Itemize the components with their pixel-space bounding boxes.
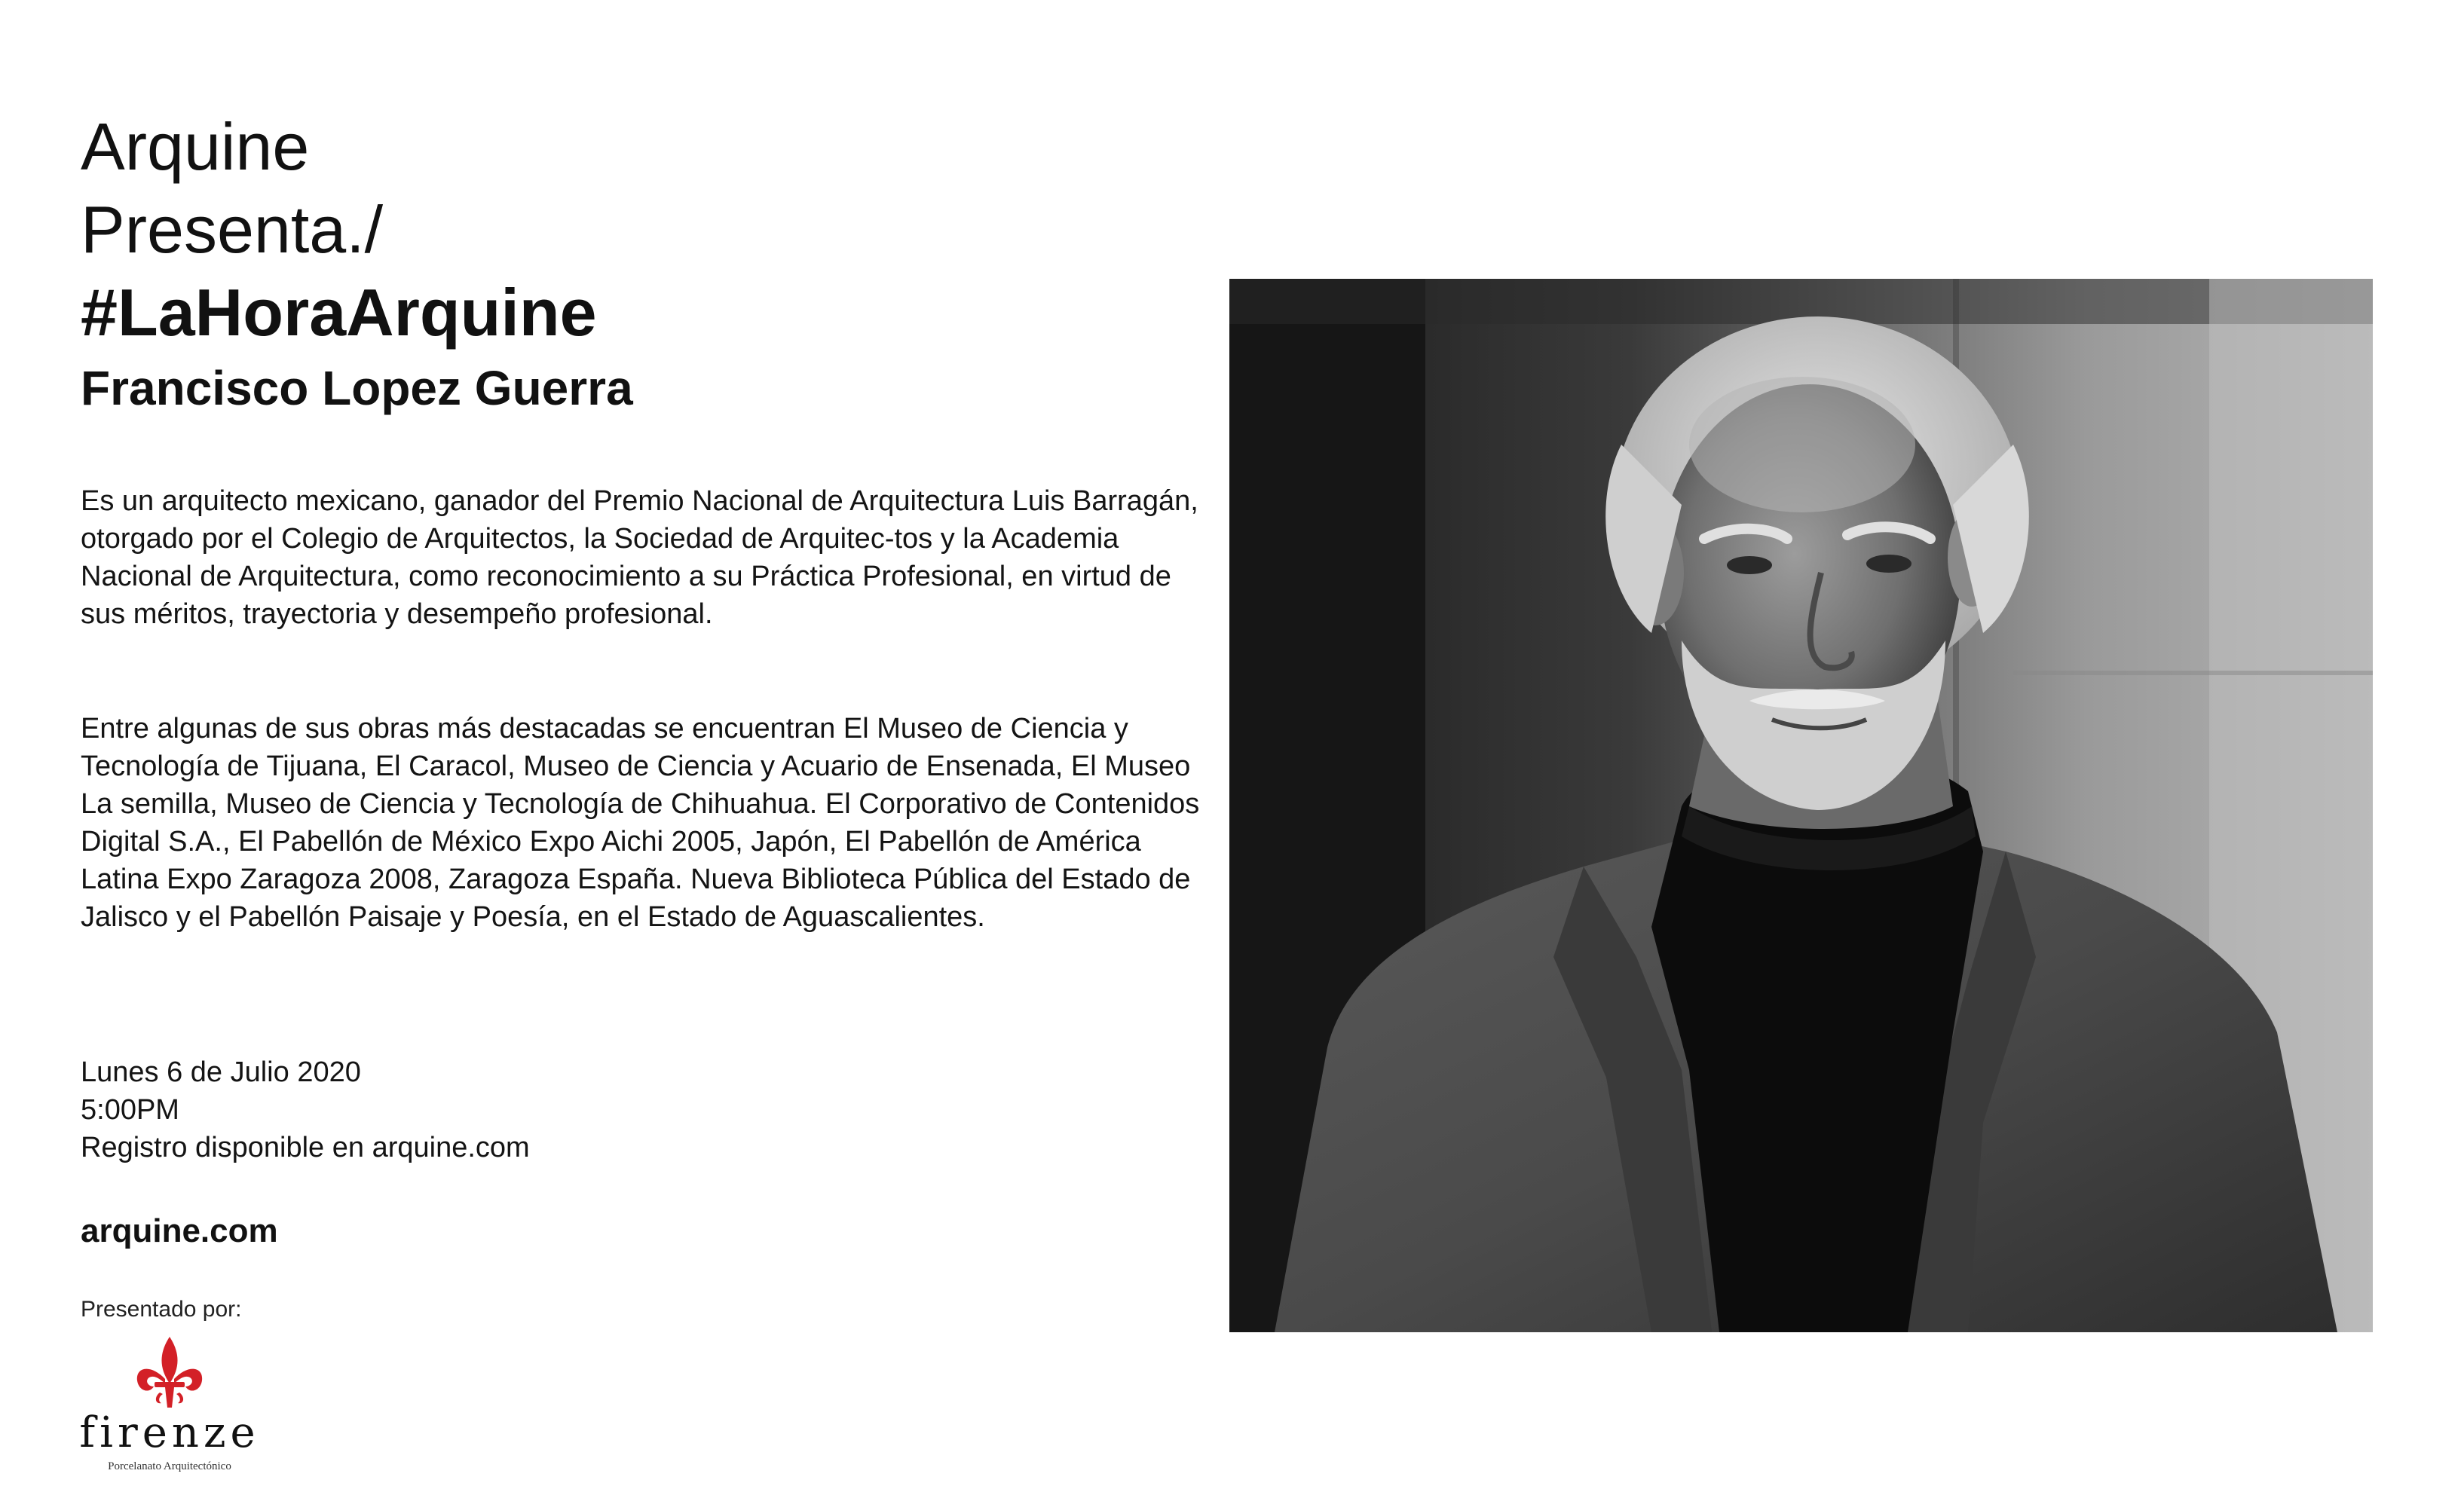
event-registration: Registro disponible en arquine.com — [81, 1132, 530, 1163]
bio-paragraph-2: Entre algunas de sus obras más destacadas se encuentran El Museo de Ciencia y Tecnología de Tijuana, El Caracol, Museo de Ciencia y Acuario de Ensenada, El Museo La semilla, Museo de Ciencia y Tecnología de Chihuahua. El Corporativo de Contenidos Digital S.A., El Pabellón de México Expo Aichi 2005, Japón, El Pabellón de América Latina Expo Zaragoza 2008, Zaragoza España. Nueva Biblioteca Pública del Estado de Jalisco y el Pabellón Paisaje y Poesía, en el Estado de Aguascalientes. — [81, 713, 1200, 933]
title-arquine: Arquine — [81, 109, 310, 184]
event-details — [81, 1053, 530, 1166]
presented-by-label: Presentado por: — [81, 1297, 242, 1322]
logo-wordmark: firenze — [79, 1408, 260, 1457]
portrait-photo — [1229, 279, 2373, 1332]
hashtag-title: #LaHoraArquine — [81, 275, 597, 350]
website-link[interactable]: arquine.com — [81, 1212, 278, 1249]
bio-paragraph-1: Es un arquitecto mexicano, ganador del Premio Nacional de Arquitectura Luis Barragán, otorgado por el Colegio de Arquitectos, la Sociedad de Arquitec-tos y la Academia Nacional de Arquitectura, como reconocimiento a su Práctica Profesional, en virtud de sus méritos, trayectoria y desempeño profesional. — [81, 485, 1198, 630]
event-time: 5:00PM — [81, 1094, 179, 1126]
firenze-logo — [75, 1334, 271, 1484]
fleur-de-lis-icon — [75, 1334, 264, 1412]
event-date: Lunes 6 de Julio 2020 — [81, 1056, 361, 1088]
portrait-illustration — [1229, 279, 2373, 1332]
speaker-name: Francisco Lopez Guerra — [81, 361, 633, 415]
logo-tagline: Porcelanato Arquitectónico — [108, 1460, 231, 1472]
title-presenta: Presenta./ — [81, 192, 384, 267]
